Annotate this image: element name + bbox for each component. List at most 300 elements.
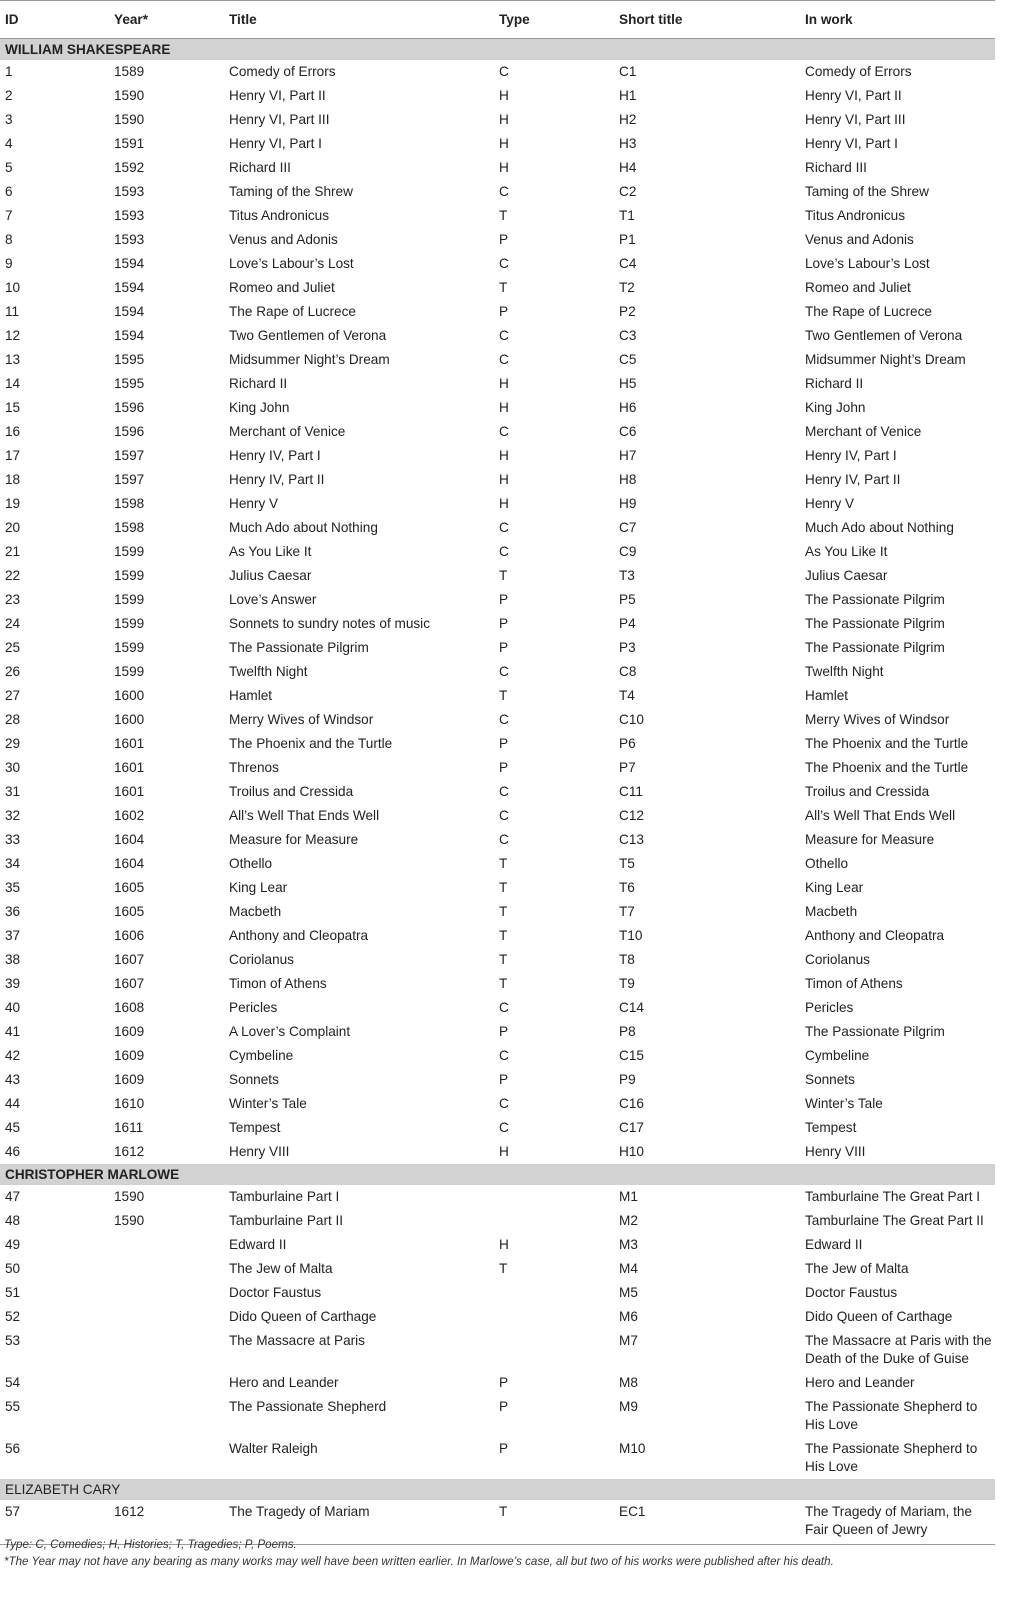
cell-in-work: Winter’s Tale <box>805 1096 883 1111</box>
table-row <box>0 1437 995 1479</box>
cell-title: Taming of the Shrew <box>229 184 353 199</box>
cell-short-title: P3 <box>619 640 636 655</box>
cell-title: Winter’s Tale <box>229 1096 307 1111</box>
cell-short-title: P1 <box>619 232 636 247</box>
cell-title: Comedy of Errors <box>229 64 336 79</box>
cell-year: 1599 <box>114 616 145 631</box>
cell-in-work: The Rape of Lucrece <box>805 304 932 319</box>
cell-type: T <box>499 904 508 919</box>
cell-title: King John <box>229 400 290 415</box>
table-row <box>0 468 995 492</box>
cell-year: 1593 <box>114 208 145 223</box>
cell-year <box>109 1305 224 1329</box>
table-row <box>0 276 995 300</box>
cell-id: 20 <box>5 520 21 535</box>
cell-type: P <box>499 736 509 751</box>
cell-year <box>109 1371 224 1395</box>
cell-year: 1589 <box>114 64 145 79</box>
cell-in-work: The Passionate Shepherd to His Love <box>805 1441 978 1474</box>
cell-in-work: Henry IV, Part I <box>805 448 897 463</box>
cell-in-work: Venus and Adonis <box>805 232 914 247</box>
cell-short-title: C3 <box>619 328 637 343</box>
cell-type <box>494 1305 614 1329</box>
table-row <box>0 228 995 252</box>
cell-short-title: M6 <box>619 1309 638 1324</box>
cell-title: Merry Wives of Windsor <box>229 712 374 727</box>
cell-in-work: Dido Queen of Carthage <box>805 1309 953 1324</box>
cell-id: 28 <box>5 712 21 727</box>
cell-type: H <box>499 448 509 463</box>
cell-id: 13 <box>5 352 21 367</box>
cell-short-title: C14 <box>619 1000 644 1015</box>
cell-type: C <box>499 1048 509 1063</box>
cell-title: Henry VIII <box>229 1144 290 1159</box>
cell-short-title: T2 <box>619 280 635 295</box>
cell-id: 30 <box>5 760 21 775</box>
cell-title: As You Like It <box>229 544 312 559</box>
cell-title: Hamlet <box>229 688 273 703</box>
table-row <box>0 1044 995 1068</box>
cell-id: 57 <box>0 1500 109 1545</box>
cell-title: Sonnets <box>229 1072 279 1087</box>
cell-year: 1592 <box>114 160 145 175</box>
cell-in-work: Richard III <box>805 160 867 175</box>
cell-id: 14 <box>5 376 21 391</box>
cell-year: 1597 <box>114 448 145 463</box>
cell-id: 8 <box>5 232 13 247</box>
cell-id: 1 <box>5 64 13 79</box>
table-row <box>0 972 995 996</box>
cell-short-title: P5 <box>619 592 636 607</box>
cell-year: 1590 <box>114 88 145 103</box>
cell-short-title: M5 <box>619 1285 638 1300</box>
cell-in-work: Othello <box>805 856 849 871</box>
cell-year: 1590 <box>114 1213 145 1228</box>
cell-type: P <box>499 640 509 655</box>
table-row <box>0 1281 995 1305</box>
table-row <box>0 732 995 756</box>
cell-in-work: Coriolanus <box>805 952 870 967</box>
cell-short-title: H8 <box>619 472 637 487</box>
cell-in-work: Comedy of Errors <box>805 64 912 79</box>
cell-in-work: King John <box>805 400 866 415</box>
cell-id: 4 <box>5 136 13 151</box>
cell-title: Love’s Answer <box>229 592 317 607</box>
cell-title: Two Gentlemen of Verona <box>229 328 387 343</box>
cell-year: 1594 <box>114 328 145 343</box>
footnote-type-legend: Type: C, Comedies; H, Histories; T, Tragedies; P, Poems. <box>4 1538 297 1551</box>
cell-short-title: H10 <box>619 1144 644 1159</box>
cell-type: H <box>499 376 509 391</box>
cell-in-work: Hero and Leander <box>805 1375 915 1390</box>
cell-year: 1600 <box>114 688 145 703</box>
cell-type: C <box>499 184 509 199</box>
table-row <box>0 1209 995 1233</box>
table-row <box>0 60 995 84</box>
cell-year: 1602 <box>114 808 145 823</box>
cell-short-title: H1 <box>619 88 637 103</box>
cell-short-title: C11 <box>619 784 643 799</box>
cell-short-title: C17 <box>619 1120 644 1135</box>
cell-type: T <box>499 568 508 583</box>
cell-id: 27 <box>5 688 21 703</box>
cell-year: 1609 <box>114 1072 145 1087</box>
table-row <box>0 756 995 780</box>
cell-year: 1599 <box>114 544 145 559</box>
cell-title: Macbeth <box>229 904 282 919</box>
cell-id: 23 <box>5 592 21 607</box>
cell-id: 7 <box>5 208 13 223</box>
table-row <box>0 108 995 132</box>
cell-short-title: M9 <box>619 1399 638 1414</box>
table-row <box>0 1020 995 1044</box>
cell-id: 5 <box>5 160 13 175</box>
cell-short-title: C13 <box>619 832 644 847</box>
cell-year: 1594 <box>114 280 145 295</box>
table-row <box>0 588 995 612</box>
table-row <box>0 1329 995 1371</box>
header-short-title: Short title <box>614 1 800 39</box>
cell-short-title: T6 <box>619 880 635 895</box>
cell-title: A Lover’s Complaint <box>229 1024 351 1039</box>
cell-year: 1604 <box>114 832 145 847</box>
cell-year <box>109 1395 224 1437</box>
cell-id: 10 <box>5 280 21 295</box>
cell-id: 52 <box>5 1309 21 1324</box>
cell-in-work: Pericles <box>805 1000 854 1015</box>
cell-type: P <box>499 1399 509 1414</box>
cell-short-title: H3 <box>619 136 637 151</box>
cell-id: 22 <box>5 568 21 583</box>
cell-in-work: All’s Well That Ends Well <box>805 808 956 823</box>
cell-type: P <box>499 616 509 631</box>
cell-in-work: Merchant of Venice <box>805 424 922 439</box>
cell-year: 1593 <box>114 184 145 199</box>
cell-short-title: C12 <box>619 808 644 823</box>
table-row <box>0 1116 995 1140</box>
cell-short-title: P2 <box>619 304 636 319</box>
cell-in-work: Timon of Athens <box>805 976 903 991</box>
cell-year: 1593 <box>114 232 145 247</box>
table-row <box>0 204 995 228</box>
cell-type: H <box>499 88 509 103</box>
cell-in-work: Tamburlaine The Great Part I <box>805 1189 981 1204</box>
cell-type: T <box>499 880 508 895</box>
cell-title: Richard II <box>229 376 288 391</box>
cell-id: 29 <box>5 736 21 751</box>
cell-title: Romeo and Juliet <box>229 280 335 295</box>
cell-in-work: The Passionate Pilgrim <box>805 640 945 655</box>
cell-in-work: The Tragedy of Mariam, the Fair Queen of Jewry <box>800 1500 995 1545</box>
cell-in-work: The Passionate Pilgrim <box>805 616 945 631</box>
cell-in-work: The Phoenix and the Turtle <box>805 760 969 775</box>
cell-title: Richard III <box>229 160 291 175</box>
cell-title: Doctor Faustus <box>229 1285 322 1300</box>
cell-year: 1605 <box>114 904 145 919</box>
header-in-work: In work <box>800 1 995 39</box>
cell-type: T <box>499 1261 508 1276</box>
cell-title: Henry VI, Part II <box>229 88 326 103</box>
cell-in-work: Taming of the Shrew <box>805 184 929 199</box>
cell-in-work: Anthony and Cleopatra <box>805 928 945 943</box>
cell-type: T <box>499 208 508 223</box>
cell-type: P <box>499 232 509 247</box>
cell-short-title: M4 <box>619 1261 638 1276</box>
cell-year <box>109 1329 224 1371</box>
table-row <box>0 1140 995 1164</box>
cell-in-work: The Passionate Shepherd to His Love <box>805 1399 978 1432</box>
header-row <box>0 1 995 39</box>
cell-title: Threnos <box>229 760 279 775</box>
cell-title: Merchant of Venice <box>229 424 346 439</box>
cell-short-title: T1 <box>619 208 635 223</box>
table-body <box>0 39 995 1545</box>
cell-id: 25 <box>5 640 21 655</box>
cell-title: Pericles <box>229 1000 278 1015</box>
cell-in-work: Henry VI, Part III <box>805 112 906 127</box>
cell-id: 40 <box>5 1000 21 1015</box>
cell-title: The Passionate Pilgrim <box>229 640 369 655</box>
header-title: Title <box>224 1 494 39</box>
cell-title: Othello <box>229 856 273 871</box>
cell-type: H <box>499 400 509 415</box>
cell-in-work: Sonnets <box>805 1072 855 1087</box>
cell-id: 36 <box>5 904 21 919</box>
cell-in-work: Henry VIII <box>805 1144 866 1159</box>
table-row <box>0 84 995 108</box>
cell-in-work: Love’s Labour’s Lost <box>805 256 930 271</box>
cell-title: The Rape of Lucrece <box>229 304 356 319</box>
cell-in-work: As You Like It <box>805 544 888 559</box>
table-row <box>0 1257 995 1281</box>
cell-id: 42 <box>5 1048 21 1063</box>
table-row <box>0 924 995 948</box>
cell-short-title: M7 <box>619 1333 638 1348</box>
cell-in-work: Cymbeline <box>805 1048 870 1063</box>
cell-short-title: M8 <box>619 1375 638 1390</box>
cell-year: 1609 <box>114 1024 145 1039</box>
cell-id: 32 <box>5 808 21 823</box>
cell-type: T <box>499 688 508 703</box>
cell-id: 44 <box>5 1096 21 1111</box>
cell-short-title: M3 <box>619 1237 638 1252</box>
cell-type: P <box>499 1375 509 1390</box>
cell-id: 6 <box>5 184 13 199</box>
table-row <box>0 996 995 1020</box>
cell-year: 1600 <box>114 712 145 727</box>
table-row <box>0 684 995 708</box>
cell-type: T <box>499 976 508 991</box>
table-row <box>0 492 995 516</box>
cell-short-title: C2 <box>619 184 637 199</box>
cell-short-title: T5 <box>619 856 635 871</box>
table-header <box>0 1 995 39</box>
cell-title: Henry VI, Part III <box>229 112 330 127</box>
cell-in-work: Richard II <box>805 376 864 391</box>
cell-type: C <box>499 328 509 343</box>
cell-id: 46 <box>5 1144 21 1159</box>
cell-short-title: EC1 <box>614 1500 800 1545</box>
cell-title: Henry VI, Part I <box>229 136 322 151</box>
cell-year: 1598 <box>114 520 145 535</box>
cell-in-work: Tempest <box>805 1120 857 1135</box>
cell-year: 1607 <box>114 952 145 967</box>
table-row <box>0 612 995 636</box>
cell-type: H <box>499 1237 509 1252</box>
cell-year: 1601 <box>114 784 145 799</box>
cell-year: 1608 <box>114 1000 145 1015</box>
cell-id: 31 <box>5 784 21 799</box>
cell-type: T <box>499 952 508 967</box>
cell-type: P <box>499 592 509 607</box>
table-row <box>0 828 995 852</box>
cell-title: Twelfth Night <box>229 664 308 679</box>
cell-year: 1596 <box>114 424 145 439</box>
cell-id: 37 <box>5 928 21 943</box>
cell-type: P <box>499 304 509 319</box>
cell-title: Tamburlaine Part II <box>229 1213 344 1228</box>
cell-in-work: Tamburlaine The Great Part II <box>805 1213 984 1228</box>
cell-type: C <box>499 664 509 679</box>
section-row <box>0 1164 995 1185</box>
table-row <box>0 1068 995 1092</box>
table-row <box>0 348 995 372</box>
cell-short-title: C10 <box>619 712 644 727</box>
cell-type: C <box>499 544 509 559</box>
cell-type: C <box>499 1096 509 1111</box>
cell-in-work: Troilus and Cressida <box>805 784 930 799</box>
cell-year: 1609 <box>114 1048 145 1063</box>
cell-short-title: P7 <box>619 760 636 775</box>
cell-id: 38 <box>5 952 21 967</box>
cell-id: 11 <box>5 304 20 319</box>
cell-id: 3 <box>5 112 13 127</box>
cell-title: King Lear <box>229 880 288 895</box>
table-row <box>0 420 995 444</box>
section-author-name: WILLIAM SHAKESPEARE <box>0 39 995 61</box>
cell-short-title: M10 <box>619 1441 646 1456</box>
cell-short-title: H7 <box>619 448 637 463</box>
cell-in-work: Two Gentlemen of Verona <box>805 328 963 343</box>
cell-short-title: P6 <box>619 736 636 751</box>
cell-type: C <box>499 352 509 367</box>
cell-short-title: C15 <box>619 1048 644 1063</box>
cell-short-title: T3 <box>619 568 635 583</box>
table-row <box>0 804 995 828</box>
cell-type: T <box>494 1500 614 1545</box>
table-row <box>0 660 995 684</box>
cell-in-work: The Jew of Malta <box>805 1261 909 1276</box>
cell-year <box>109 1437 224 1479</box>
cell-short-title: C8 <box>619 664 637 679</box>
cell-id: 49 <box>5 1237 21 1252</box>
cell-type: C <box>499 808 509 823</box>
cell-short-title: H4 <box>619 160 637 175</box>
cell-in-work: Doctor Faustus <box>805 1285 898 1300</box>
cell-title: Midsummer Night’s Dream <box>229 352 390 367</box>
cell-title: The Massacre at Paris <box>229 1333 365 1348</box>
cell-short-title: M1 <box>619 1189 638 1204</box>
table-row <box>0 780 995 804</box>
cell-short-title: T7 <box>619 904 635 919</box>
cell-title: Venus and Adonis <box>229 232 338 247</box>
cell-title: The Phoenix and the Turtle <box>229 736 393 751</box>
table-row <box>0 516 995 540</box>
cell-type: T <box>499 856 508 871</box>
cell-type: H <box>499 496 509 511</box>
table-row <box>0 852 995 876</box>
cell-type: T <box>499 928 508 943</box>
table-row <box>0 324 995 348</box>
cell-title: Tamburlaine Part I <box>229 1189 340 1204</box>
cell-id: 15 <box>5 400 21 415</box>
cell-short-title: T8 <box>619 952 635 967</box>
header-type: Type <box>494 1 614 39</box>
table-row <box>0 1395 995 1437</box>
cell-short-title: C1 <box>619 64 637 79</box>
header-year: Year* <box>109 1 224 39</box>
cell-id: 21 <box>5 544 21 559</box>
cell-short-title: P4 <box>619 616 636 631</box>
cell-year <box>109 1281 224 1305</box>
cell-type: H <box>499 112 509 127</box>
cell-id: 55 <box>5 1399 21 1414</box>
cell-type: C <box>499 1000 509 1015</box>
section-author-name: ELIZABETH CARY <box>0 1479 995 1500</box>
cell-year: 1606 <box>114 928 145 943</box>
cell-type: P <box>499 760 509 775</box>
cell-title: Anthony and Cleopatra <box>229 928 369 943</box>
cell-id: 9 <box>5 256 13 271</box>
cell-in-work: Henry VI, Part II <box>805 88 902 103</box>
cell-short-title: M2 <box>619 1213 638 1228</box>
cell-id: 53 <box>5 1333 21 1348</box>
cell-short-title: C9 <box>619 544 637 559</box>
cell-type: H <box>499 1144 509 1159</box>
cell-year: 1599 <box>114 640 145 655</box>
table-row <box>0 1092 995 1116</box>
cell-type: H <box>499 136 509 151</box>
cell-in-work: Henry V <box>805 496 855 511</box>
cell-in-work: Romeo and Juliet <box>805 280 911 295</box>
header-id: ID <box>0 1 109 39</box>
cell-year <box>109 1257 224 1281</box>
section-row <box>0 39 995 61</box>
cell-title: The Tragedy of Mariam <box>224 1500 494 1545</box>
cell-in-work: Hamlet <box>805 688 849 703</box>
cell-year: 1595 <box>114 352 145 367</box>
table-row <box>0 1305 995 1329</box>
cell-title: Julius Caesar <box>229 568 312 583</box>
table-row <box>0 156 995 180</box>
cell-id: 19 <box>5 496 21 511</box>
cell-short-title: C16 <box>619 1096 644 1111</box>
cell-year: 1611 <box>114 1120 144 1135</box>
cell-year: 1612 <box>114 1144 145 1159</box>
cell-year <box>109 1233 224 1257</box>
cell-title: Dido Queen of Carthage <box>229 1309 377 1324</box>
section-author-name: CHRISTOPHER MARLOWE <box>0 1164 995 1185</box>
cell-in-work: Measure for Measure <box>805 832 935 847</box>
cell-in-work: Midsummer Night’s Dream <box>805 352 966 367</box>
cell-type: P <box>499 1441 509 1456</box>
cell-id: 17 <box>5 448 21 463</box>
cell-title: Henry IV, Part II <box>229 472 325 487</box>
cell-id: 18 <box>5 472 21 487</box>
cell-id: 47 <box>5 1189 21 1204</box>
cell-short-title: H5 <box>619 376 637 391</box>
cell-title: Sonnets to sundry notes of music <box>229 616 430 631</box>
